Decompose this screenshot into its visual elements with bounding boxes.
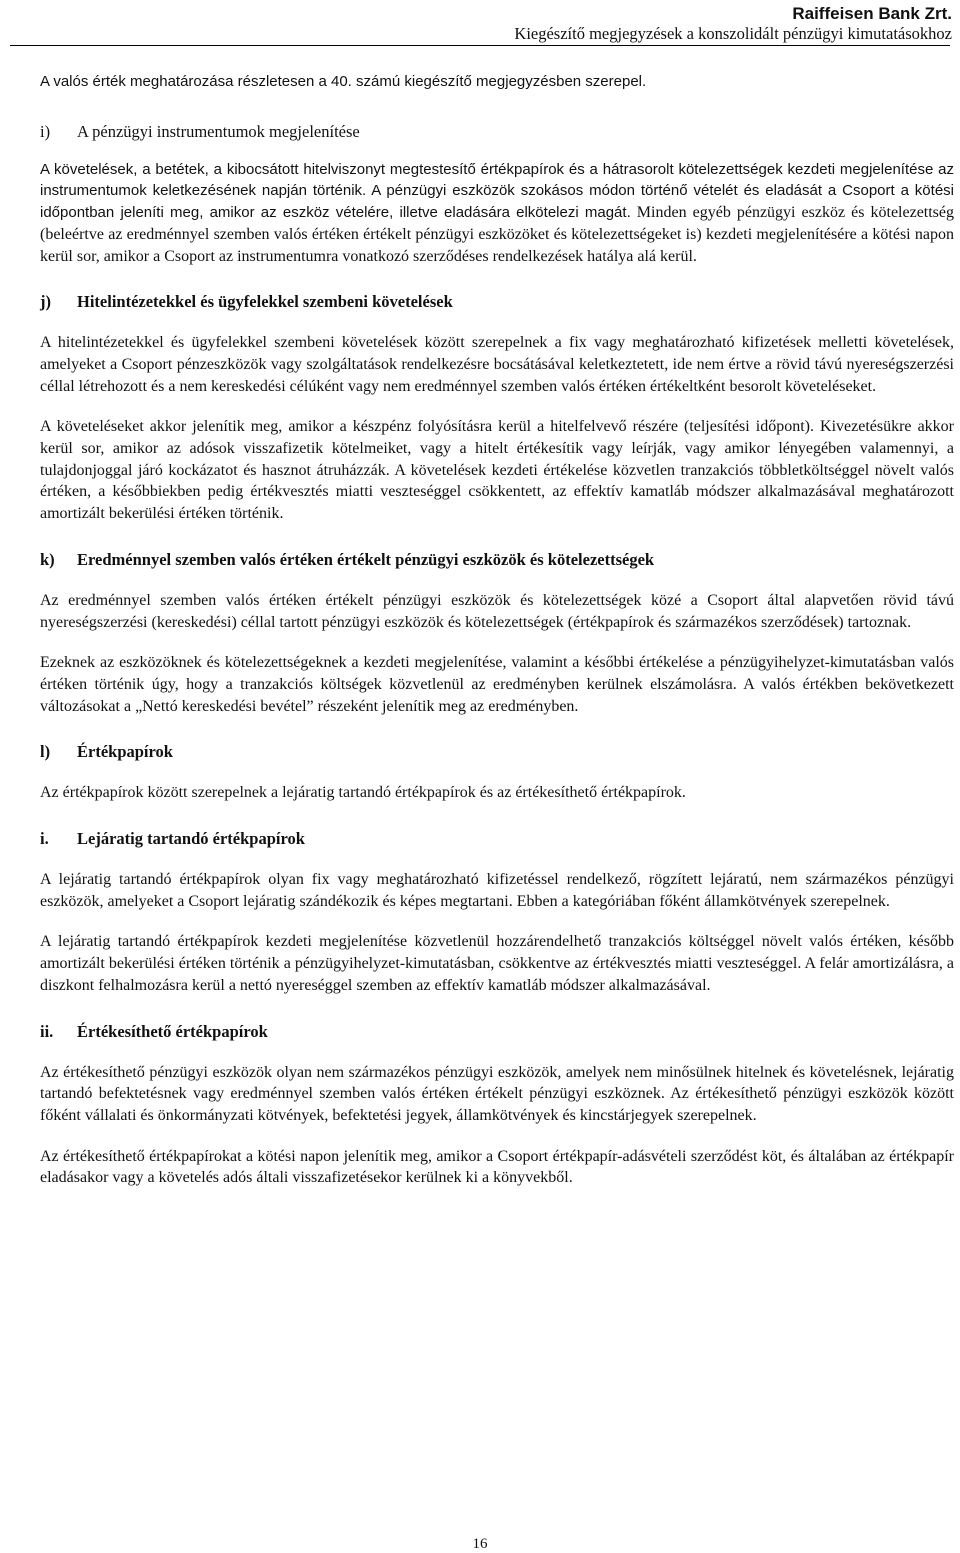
section-title: Eredménnyel szemben valós értéken értékelt pénzügyi eszközök és kötelezettségek [77, 549, 655, 569]
section-marker: k) [40, 549, 55, 569]
section-title: Hitelintézetekkel és ügyfelekkel szembeni követelések [77, 292, 453, 312]
document-body [40, 71, 954, 1189]
section-l-paragraph: Az értékpapírok között szerepelnek a lejáratig tartandó értékpapírok és az értékesíthető értékpapírok. [40, 784, 686, 802]
section-i-text-serif: Minden egyéb pénzügyi eszköz és kötelezettség (beleértve az eredménnyel szemben valós értéken értékelt pénzügyi eszközöket és kötelezettségeket is) kezdeti megjelenítésére a kötési napon kerül sor, amikor a Csoport az instrumentumra vonatkozó szerződéses rendelkezések hatálya alá kerül. [40, 204, 955, 265]
section-l-ii-paragraph-1: Az értékesíthető pénzügyi eszközök olyan nem származékos pénzügyi eszközök, amelyek nem minősülnek hitelnek és követelésnek, lejáratig tartandó befektetésnek vagy eredménnyel szemben valós értéken értékelt pénzügyi eszköznek. Az értékesíthető pénzügyi eszközök között főként vállalati és önkormányzati kötvények, befektetési jegyek, államkötvények és kincstárjegyek szerepelnek. [40, 1063, 954, 1124]
section-l-i-paragraph-2: A lejáratig tartandó értékpapírok kezdeti megjelenítése közvetlenül hozzárendelhető tranzakciós költséggel növelt valós értéken, később amortizált bekerülési értéken történik a pénzügyihelyzet-kimutatásban, csökkentve az értékvesztés miatti veszteséggel. A felár amortizálásra, a diszkont felhalmozásra kerül a nettó nyereséggel szemben az effektív kamatláb módszer alkalmazásával. [40, 933, 954, 994]
section-j-paragraph-1: A hitelintézetekkel és ügyfelekkel szembeni követelések között szerepelnek a fix vagy meghatározható kifizetések melletti követelések, amelyeket a Csoport pénzeszközök vagy szolgáltatások rendelkezésre bocsátásával keletkeztetett, ide nem értve a rövid távú nyereségszerzési céllal létrehozott és a nem kereskedési célúként vagy nem eredménnyel szemben valós értéken értékeltként besorolt követeléseket. [40, 334, 954, 395]
section-l-ii-paragraph-2: Az értékesíthető értékpapírokat a kötési napon jelenítik meg, amikor a Csoport értékpapír-adásvételi szerződést köt, és általában az értékpapír eladásakor vagy a követelés adós általi visszafizetésekor kerülnek ki a könyvekből. [40, 1147, 954, 1187]
section-marker: i. [40, 829, 49, 849]
header-divider [10, 45, 950, 46]
section-l-i-heading [40, 828, 954, 850]
section-i-heading [40, 121, 954, 143]
page-header [514, 4, 952, 44]
section-i-text-sans: A követelések, a betétek, a kibocsátott hitelviszonyt megtestesítő értékpapírok és a hátrasorolt kötelezettségek kezdeti megjelenítése az instrumentumok keletkezésének napján történik. A pénzügyi eszközök szokásos módon történő vételét és eladását a Csoport a kötési időpontban jeleníti meg, amikor az eszköz vételére, illetve eladására elkötelezi magát. [40, 160, 954, 222]
section-k-paragraph-1: Az eredménnyel szemben valós értéken értékelt pénzügyi eszközök és kötelezettségek közé a Csoport által alapvetően rövid távú nyereségszerzési (kereskedési) céllal tartott pénzügyi eszközök és kötelezettségek (értékpapírok és származékos szerződések) tartoznak. [40, 591, 954, 631]
section-j-paragraph-2: A követeléseket akkor jelenítik meg, amikor a készpénz folyósításra kerül a hitelfelvevő részére (teljesítési időpont). Kivezetésükre akkor kerül sor, amikor az adósok visszafizetik kötelmeiket, vagy a hitelt értékesítik vagy leírják, vagy amikor lényegében valamennyi, a tulajdonjoggal járó kockázatot és hasznot átruházzák. A követelések kezdeti értékelése közvetlen tranzakciós többletköltséggel növelt valós értéken, a későbbiekben pedig értékvesztés miatti veszteséggel csökkentett, az effektív kamatláb módszer alkalmazásával meghatározott amortizált bekerülési értéken történik. [40, 418, 954, 523]
section-k-paragraph-2: Ezeknek az eszközöknek és kötelezettségeknek a kezdeti megjelenítése, valamint a későbbi értékelése a pénzügyihelyzet-kimutatásban valós értéken történik úgy, hogy a tranzakciós költségek közvetlenül az eredményben kerülnek elszámolásra. A valós értékben bekövetkezett változásokat a „Nettó kereskedési bevétel” részeként jelenítik meg az eredményben. [40, 654, 954, 715]
section-title: Értékpapírok [77, 742, 173, 762]
company-name: Raiffeisen Bank Zrt. [792, 4, 952, 23]
section-j-heading [40, 291, 954, 313]
section-i-paragraph [40, 159, 954, 268]
intro-paragraph: A valós érték meghatározása részletesen a 40. számú kiegészítő megjegyzésben szerepel. [40, 73, 647, 90]
document-subtitle: Kiegészítő megjegyzések a konszolidált pénzügyi kimutatásokhoz [514, 24, 952, 43]
section-title: Értékesíthető értékpapírok [77, 1021, 268, 1041]
section-k-heading [40, 549, 954, 571]
section-title: Lejáratig tartandó értékpapírok [77, 829, 305, 849]
section-marker: j) [40, 292, 51, 312]
section-marker: i) [40, 121, 51, 141]
section-l-i-paragraph-1: A lejáratig tartandó értékpapírok olyan fix vagy meghatározható kifizetéssel rendelkező, rögzített lejáratú, nem származékos pénzügyi eszközök, amelyeket a Csoport lejáratig szándékozik és képes megtartani. Ebben a kategóriában főként államkötvények szerepelnek. [40, 871, 954, 910]
section-l-heading [40, 741, 954, 763]
section-marker: ii. [40, 1021, 54, 1041]
page-number: 16 [472, 1536, 488, 1552]
section-title: A pénzügyi instrumentumok megjelenítése [77, 121, 360, 141]
section-marker: l) [40, 742, 51, 762]
section-l-ii-heading [40, 1021, 954, 1043]
